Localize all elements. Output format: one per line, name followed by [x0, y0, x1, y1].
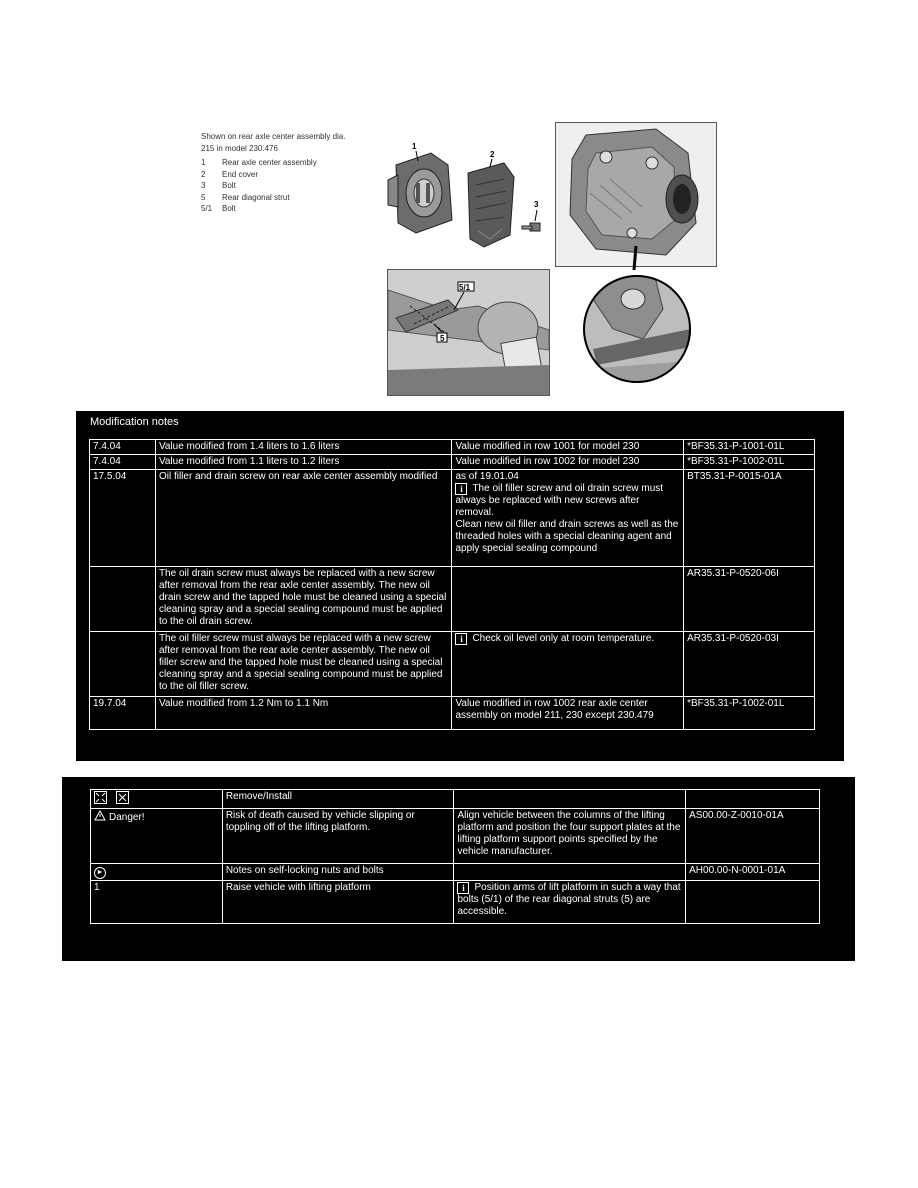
info-icon: i — [455, 633, 467, 645]
legend-item: 1 Rear axle center assembly — [201, 158, 317, 167]
modification-notes-table — [89, 439, 815, 730]
magnify-pointer — [620, 244, 650, 274]
callout-1: 1 — [412, 142, 417, 151]
procedure-panel — [62, 777, 855, 961]
table-row: 1 Raise vehicle with lifting platform i Position arms of lift platform in such a way that bolts (5/1) of the rear diagonal struts (5) are accessible. — [91, 881, 820, 924]
legend-item: 2 End cover — [201, 169, 259, 179]
modification-notes-panel — [76, 411, 844, 761]
document-reference[interactable]: *BF35.31-P-1001-01L — [684, 440, 815, 455]
table-row: 7.4.04 Value modified from 1.1 liters to 1.2 liters Value modified in row 1002 for model 230 *BF35.31-P-1002-01L — [90, 455, 815, 470]
callout-5: 5 — [440, 334, 445, 343]
exploded-parts-illustration — [386, 135, 553, 260]
document-reference[interactable]: *BF35.31-P-1002-01L — [684, 455, 815, 470]
info-icon: i — [457, 882, 469, 894]
note-cell: as of 19.01.04 i The oil filler screw and oil drain screw must always be replaced with new screws after removal. Clean new oil filler and drain screws as well as the threaded holes with a special cleaning agent and apply special sealing compound — [452, 470, 684, 567]
remove-icon — [94, 791, 107, 804]
install-icon — [116, 791, 129, 804]
table-row: ► Notes on self-locking nuts and bolts AH00.00-N-0001-01A — [91, 864, 820, 881]
callout-3: 3 — [534, 200, 539, 209]
end-cover-drawing — [468, 163, 514, 247]
table-row: 19.7.04 Value modified from 1.2 Nm to 1.1 Nm Value modified in row 1002 rear axle center assembly on model 211, 230 except 230.479 *BF35.31-P-1002-01L — [90, 697, 815, 730]
document-reference[interactable]: AH00.00-N-0001-01A — [686, 864, 820, 881]
legend-caption: Shown on rear axle center assembly dia. 215 in model 230.476 — [201, 132, 346, 153]
table-row: 17.5.04 Oil filler and drain screw on rear axle center assembly modified as of 19.01.04 i The oil filler screw and oil drain screw must always be replaced with new screws after removal. Clean new oil filler and drain screws as well as the threaded holes with a special cleaning agent and apply special sealing compound BT35.31-P-0015-01A — [90, 470, 815, 567]
table-row: Danger! Risk of death caused by vehicle slipping or toppling off of the lifting platform. Align vehicle between the columns of the lifting platform and position the four support plates at the lifting platform support points specified by the vehicle manufacturer. AS00.00-Z-0010-01A — [91, 809, 820, 864]
document-reference[interactable]: AS00.00-Z-0010-01A — [686, 809, 820, 864]
remove-install-icons — [91, 790, 223, 809]
note-icon: ► — [94, 867, 106, 879]
callout-2: 2 — [490, 150, 495, 159]
document-reference[interactable]: *BF35.31-P-1002-01L — [684, 697, 815, 730]
table-row: The oil filler screw must always be replaced with a new screw after removal from the rear axle center assembly. The new oil filler screw and the tapped hole must be cleaned using a special cleaning spray and a special sealing compound must be applied to the oil filler screw. i Check oil level only at room temperature. AR35.31-P-0520-03I — [90, 632, 815, 697]
bolt-drawing — [522, 223, 540, 231]
modification-notes-title: Modification notes — [90, 416, 179, 428]
callout-5-1: 5/1 — [459, 283, 471, 292]
figure-legend — [201, 131, 371, 215]
axle-housing-drawing — [388, 153, 452, 233]
info-icon: i — [455, 483, 467, 495]
danger-cell: Danger! — [91, 809, 223, 864]
warning-triangle-icon — [94, 810, 106, 825]
procedure-header: Remove/Install — [222, 790, 454, 809]
magnified-bolt-detail — [583, 269, 691, 387]
legend-item: 3 Bolt — [201, 181, 236, 190]
procedure-table — [90, 789, 820, 924]
document-reference[interactable]: AR35.31-P-0520-06I — [684, 567, 815, 632]
bolt-location-photo — [387, 269, 550, 396]
document-reference[interactable]: AR35.31-P-0520-03I — [684, 632, 815, 697]
table-row: 7.4.04 Value modified from 1.4 liters to 1.6 liters Value modified in row 1001 for model 230 *BF35.31-P-1001-01L — [90, 440, 815, 455]
legend-item: 5/1 Bolt — [201, 204, 236, 213]
table-row — [91, 790, 820, 809]
table-row: The oil drain screw must always be replaced with a new screw after removal from the rear axle center assembly. The new oil drain screw and the tapped hole must be cleaned using a special cleaning spray and a special sealing compound must be applied to the oil drain screw. AR35.31-P-0520-06I — [90, 567, 815, 632]
legend-item: 5 Rear diagonal strut — [201, 192, 290, 202]
document-reference[interactable]: BT35.31-P-0015-01A — [684, 470, 815, 567]
